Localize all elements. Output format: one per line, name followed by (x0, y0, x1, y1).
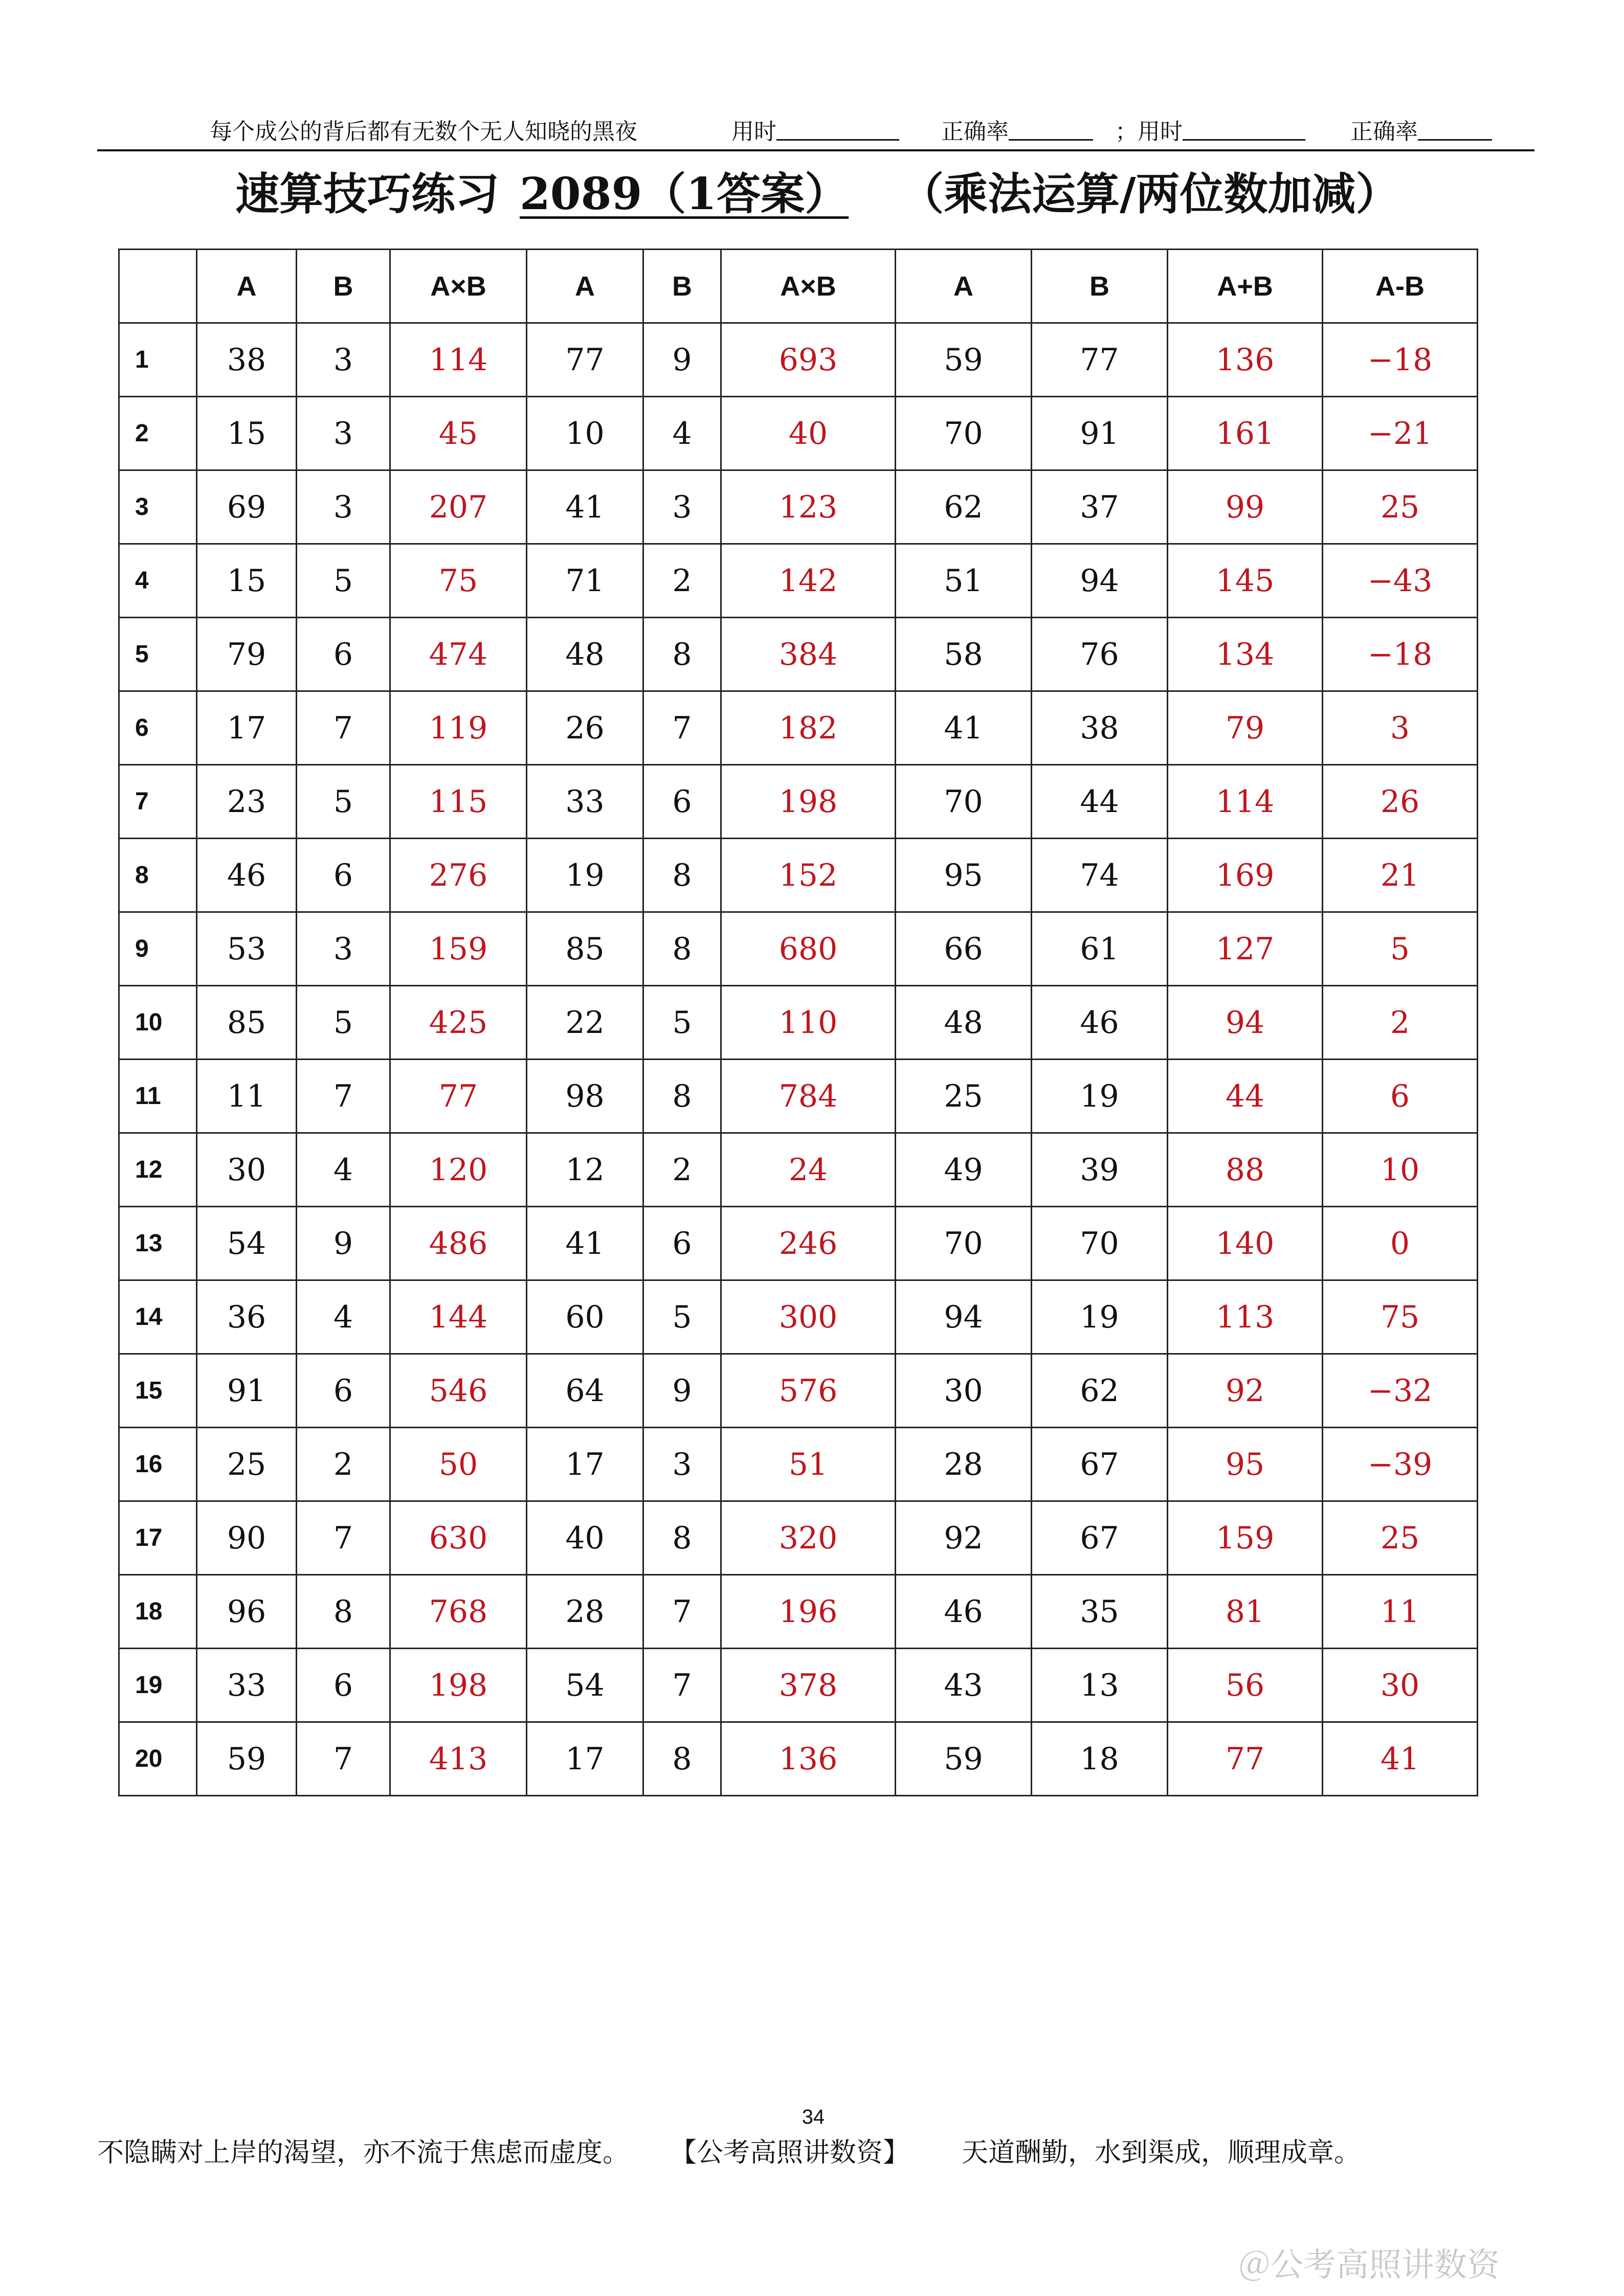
col-header-b1: B (297, 250, 390, 323)
cell-a2: 41 (527, 1207, 643, 1280)
row-index: 6 (119, 691, 197, 765)
cell-b3: 39 (1032, 1133, 1168, 1207)
cell-a3: 46 (896, 1575, 1032, 1649)
cell-b2: 2 (643, 1133, 721, 1207)
table-row (119, 323, 1478, 397)
cell-a2: 48 (527, 618, 643, 691)
cell-a3: 95 (896, 839, 1032, 912)
row-index: 4 (119, 544, 197, 618)
cell-sum: 81 (1168, 1575, 1323, 1649)
answer-table (118, 249, 1478, 1796)
cell-b2: 9 (643, 1354, 721, 1428)
cell-product1: 546 (390, 1354, 527, 1428)
table-row (119, 1207, 1478, 1280)
cell-b1: 6 (297, 618, 390, 691)
cell-a1: 96 (197, 1575, 297, 1649)
cell-b3: 37 (1032, 470, 1168, 544)
cell-b1: 8 (297, 1575, 390, 1649)
cell-a3: 59 (896, 323, 1032, 397)
cell-a1: 33 (197, 1649, 297, 1722)
cell-a1: 23 (197, 765, 297, 839)
row-index: 5 (119, 618, 197, 691)
cell-b1: 3 (297, 397, 390, 470)
cell-b3: 76 (1032, 618, 1168, 691)
cell-b2: 4 (643, 397, 721, 470)
cell-a3: 43 (896, 1649, 1032, 1722)
col-header-a1: A (197, 250, 297, 323)
cell-a1: 79 (197, 618, 297, 691)
cell-diff: 3 (1323, 691, 1478, 765)
cell-a1: 15 (197, 544, 297, 618)
header-divider (97, 149, 1534, 151)
header-separator: ； (1115, 119, 1138, 145)
time-blank-1[interactable] (776, 117, 899, 141)
cell-b1: 3 (297, 912, 390, 986)
cell-product1: 159 (390, 912, 527, 986)
cell-a3: 70 (896, 397, 1032, 470)
cell-sum: 161 (1168, 397, 1323, 470)
cell-b1: 2 (297, 1428, 390, 1501)
cell-a2: 12 (527, 1133, 643, 1207)
table-row (119, 470, 1478, 544)
time-field-2 (1115, 117, 1183, 147)
cell-product1: 75 (390, 544, 527, 618)
cell-b2: 5 (643, 986, 721, 1060)
cell-diff: 11 (1323, 1575, 1478, 1649)
row-index: 20 (119, 1722, 197, 1796)
cell-a3: 70 (896, 765, 1032, 839)
cell-a2: 26 (527, 691, 643, 765)
cell-b3: 77 (1032, 323, 1168, 397)
row-index: 16 (119, 1428, 197, 1501)
table-row (119, 1575, 1478, 1649)
cell-product2: 320 (721, 1501, 896, 1575)
cell-b1: 7 (297, 1501, 390, 1575)
col-header-b2: B (643, 250, 721, 323)
cell-a3: 30 (896, 1354, 1032, 1428)
col-header-index (119, 250, 197, 323)
cell-b1: 3 (297, 323, 390, 397)
footer-right-slogan: 天道酬勤，水到渠成，顺理成章。 (962, 2137, 1361, 2168)
col-header-product1: A×B (390, 250, 527, 323)
table-row (119, 1501, 1478, 1575)
footer-brand: 【公考高照讲数资】 (670, 2137, 910, 2168)
cell-b2: 3 (643, 470, 721, 544)
title-code: 2089（1答案） (519, 168, 849, 220)
cell-b3: 44 (1032, 765, 1168, 839)
cell-diff: 21 (1323, 839, 1478, 912)
cell-sum: 88 (1168, 1133, 1323, 1207)
cell-product1: 474 (390, 618, 527, 691)
cell-a1: 30 (197, 1133, 297, 1207)
table-row (119, 1133, 1478, 1207)
cell-diff: 6 (1323, 1060, 1478, 1133)
header (97, 117, 1545, 147)
cell-product1: 630 (390, 1501, 527, 1575)
page-number: 34 (802, 2106, 825, 2128)
cell-product1: 115 (390, 765, 527, 839)
cell-a2: 19 (527, 839, 643, 912)
cell-b3: 35 (1032, 1575, 1168, 1649)
cell-diff: 26 (1323, 765, 1478, 839)
cell-b3: 18 (1032, 1722, 1168, 1796)
table-row (119, 839, 1478, 912)
cell-a2: 10 (527, 397, 643, 470)
cell-b1: 5 (297, 986, 390, 1060)
table-row (119, 1428, 1478, 1501)
cell-product1: 77 (390, 1060, 527, 1133)
cell-b3: 67 (1032, 1501, 1168, 1575)
row-index: 12 (119, 1133, 197, 1207)
cell-product1: 768 (390, 1575, 527, 1649)
table-row (119, 1060, 1478, 1133)
cell-sum: 145 (1168, 544, 1323, 618)
title-subtitle: （乘法运算/两位数加减） (900, 168, 1400, 220)
table-row (119, 986, 1478, 1060)
footer (97, 2135, 1529, 2171)
cell-product1: 425 (390, 986, 527, 1060)
cell-product2: 693 (721, 323, 896, 397)
cell-b1: 9 (297, 1207, 390, 1280)
watermark: ＠公考高照讲数资 (1238, 2246, 1500, 2284)
cell-diff: 25 (1323, 470, 1478, 544)
table-row (119, 618, 1478, 691)
cell-a3: 48 (896, 986, 1032, 1060)
cell-product2: 300 (721, 1280, 896, 1354)
cell-product2: 123 (721, 470, 896, 544)
cell-a1: 36 (197, 1280, 297, 1354)
cell-a3: 25 (896, 1060, 1032, 1133)
cell-b2: 8 (643, 618, 721, 691)
cell-b3: 19 (1032, 1060, 1168, 1133)
cell-b3: 67 (1032, 1428, 1168, 1501)
cell-b1: 7 (297, 691, 390, 765)
row-index: 17 (119, 1501, 197, 1575)
accuracy-label-2: 正确率 (1350, 119, 1418, 145)
cell-a1: 53 (197, 912, 297, 986)
row-index: 13 (119, 1207, 197, 1280)
cell-product2: 680 (721, 912, 896, 986)
row-index: 7 (119, 765, 197, 839)
cell-b2: 8 (643, 839, 721, 912)
cell-product2: 196 (721, 1575, 896, 1649)
time-blank-2[interactable] (1183, 117, 1305, 141)
cell-b3: 38 (1032, 691, 1168, 765)
row-index: 11 (119, 1060, 197, 1133)
row-index: 9 (119, 912, 197, 986)
cell-b3: 74 (1032, 839, 1168, 912)
cell-product1: 119 (390, 691, 527, 765)
cell-diff: −18 (1323, 323, 1478, 397)
header-motto: 每个成公的背后都有无数个无人知晓的黑夜 (210, 119, 637, 145)
cell-a1: 54 (197, 1207, 297, 1280)
cell-a1: 59 (197, 1722, 297, 1796)
cell-b1: 4 (297, 1133, 390, 1207)
cell-product1: 413 (390, 1722, 527, 1796)
cell-b2: 7 (643, 1649, 721, 1722)
table-row (119, 1354, 1478, 1428)
cell-product2: 136 (721, 1722, 896, 1796)
table-header-row (119, 250, 1478, 323)
cell-product1: 486 (390, 1207, 527, 1280)
table-row (119, 1280, 1478, 1354)
cell-b2: 3 (643, 1428, 721, 1501)
cell-a2: 17 (527, 1722, 643, 1796)
cell-diff: −21 (1323, 397, 1478, 470)
table-row (119, 691, 1478, 765)
cell-a1: 91 (197, 1354, 297, 1428)
cell-sum: 159 (1168, 1501, 1323, 1575)
cell-product2: 384 (721, 618, 896, 691)
cell-product2: 246 (721, 1207, 896, 1280)
cell-sum: 56 (1168, 1649, 1323, 1722)
accuracy-label-1: 正确率 (941, 119, 1009, 145)
cell-a3: 28 (896, 1428, 1032, 1501)
cell-a2: 54 (527, 1649, 643, 1722)
row-index: 19 (119, 1649, 197, 1722)
cell-product2: 378 (721, 1649, 896, 1722)
cell-a3: 58 (896, 618, 1032, 691)
cell-product2: 51 (721, 1428, 896, 1501)
accuracy-field-2 (1350, 117, 1418, 147)
cell-b2: 5 (643, 1280, 721, 1354)
cell-product2: 110 (721, 986, 896, 1060)
cell-b3: 62 (1032, 1354, 1168, 1428)
cell-a3: 59 (896, 1722, 1032, 1796)
table-row (119, 765, 1478, 839)
col-header-product2: A×B (721, 250, 896, 323)
cell-b2: 2 (643, 544, 721, 618)
cell-product2: 152 (721, 839, 896, 912)
cell-product2: 182 (721, 691, 896, 765)
cell-b2: 6 (643, 765, 721, 839)
cell-product2: 40 (721, 397, 896, 470)
cell-a2: 98 (527, 1060, 643, 1133)
col-header-diff: A-B (1323, 250, 1478, 323)
cell-a3: 66 (896, 912, 1032, 986)
cell-sum: 140 (1168, 1207, 1323, 1280)
cell-b2: 6 (643, 1207, 721, 1280)
cell-sum: 136 (1168, 323, 1323, 397)
cell-b1: 7 (297, 1060, 390, 1133)
cell-b2: 9 (643, 323, 721, 397)
cell-sum: 79 (1168, 691, 1323, 765)
row-index: 14 (119, 1280, 197, 1354)
cell-b2: 8 (643, 1722, 721, 1796)
cell-diff: −39 (1323, 1428, 1478, 1501)
cell-product2: 198 (721, 765, 896, 839)
cell-b1: 5 (297, 765, 390, 839)
cell-b3: 46 (1032, 986, 1168, 1060)
cell-diff: −18 (1323, 618, 1478, 691)
cell-product2: 142 (721, 544, 896, 618)
cell-sum: 127 (1168, 912, 1323, 986)
cell-a1: 15 (197, 397, 297, 470)
cell-b1: 5 (297, 544, 390, 618)
cell-a3: 51 (896, 544, 1032, 618)
table-row (119, 544, 1478, 618)
table-row (119, 1649, 1478, 1722)
cell-sum: 99 (1168, 470, 1323, 544)
time-field-1 (731, 117, 776, 147)
cell-diff: −43 (1323, 544, 1478, 618)
cell-b1: 7 (297, 1722, 390, 1796)
cell-a3: 62 (896, 470, 1032, 544)
page-title (235, 166, 1400, 222)
cell-a2: 17 (527, 1428, 643, 1501)
row-index: 1 (119, 323, 197, 397)
cell-diff: 0 (1323, 1207, 1478, 1280)
cell-a1: 85 (197, 986, 297, 1060)
cell-a3: 41 (896, 691, 1032, 765)
cell-product2: 576 (721, 1354, 896, 1428)
row-index: 2 (119, 397, 197, 470)
cell-product1: 45 (390, 397, 527, 470)
row-index: 3 (119, 470, 197, 544)
cell-b2: 7 (643, 1575, 721, 1649)
cell-sum: 92 (1168, 1354, 1323, 1428)
cell-b3: 13 (1032, 1649, 1168, 1722)
cell-b1: 6 (297, 1649, 390, 1722)
cell-diff: 30 (1323, 1649, 1478, 1722)
cell-a2: 64 (527, 1354, 643, 1428)
accuracy-field-1 (941, 117, 1009, 147)
cell-b3: 61 (1032, 912, 1168, 986)
cell-sum: 113 (1168, 1280, 1323, 1354)
cell-product2: 784 (721, 1060, 896, 1133)
table-body (119, 323, 1478, 1796)
col-header-a3: A (896, 250, 1032, 323)
col-header-sum: A+B (1168, 250, 1323, 323)
cell-product1: 276 (390, 839, 527, 912)
cell-a2: 77 (527, 323, 643, 397)
cell-a1: 69 (197, 470, 297, 544)
cell-a2: 41 (527, 470, 643, 544)
cell-b1: 6 (297, 1354, 390, 1428)
cell-diff: −32 (1323, 1354, 1478, 1428)
cell-a2: 71 (527, 544, 643, 618)
col-header-b3: B (1032, 250, 1168, 323)
cell-sum: 134 (1168, 618, 1323, 691)
cell-a1: 46 (197, 839, 297, 912)
row-index: 10 (119, 986, 197, 1060)
cell-diff: 41 (1323, 1722, 1478, 1796)
cell-product1: 120 (390, 1133, 527, 1207)
col-header-a2: A (527, 250, 643, 323)
cell-diff: 25 (1323, 1501, 1478, 1575)
cell-sum: 77 (1168, 1722, 1323, 1796)
cell-a2: 22 (527, 986, 643, 1060)
cell-b2: 8 (643, 1060, 721, 1133)
cell-product1: 114 (390, 323, 527, 397)
row-index: 15 (119, 1354, 197, 1428)
cell-a2: 33 (527, 765, 643, 839)
table-row (119, 1722, 1478, 1796)
cell-sum: 94 (1168, 986, 1323, 1060)
cell-a1: 38 (197, 323, 297, 397)
time-label-2: 用时 (1138, 119, 1183, 145)
accuracy-blank-2[interactable] (1418, 117, 1492, 141)
cell-product1: 207 (390, 470, 527, 544)
cell-b3: 19 (1032, 1280, 1168, 1354)
cell-a3: 49 (896, 1133, 1032, 1207)
cell-product2: 24 (721, 1133, 896, 1207)
cell-b1: 3 (297, 470, 390, 544)
table-row (119, 912, 1478, 986)
cell-diff: 75 (1323, 1280, 1478, 1354)
cell-b1: 6 (297, 839, 390, 912)
cell-a1: 17 (197, 691, 297, 765)
cell-sum: 114 (1168, 765, 1323, 839)
cell-a2: 60 (527, 1280, 643, 1354)
cell-a1: 90 (197, 1501, 297, 1575)
cell-b2: 7 (643, 691, 721, 765)
cell-sum: 169 (1168, 839, 1323, 912)
cell-a2: 40 (527, 1501, 643, 1575)
title-main: 速算技巧练习 (235, 168, 499, 220)
cell-b2: 8 (643, 1501, 721, 1575)
cell-diff: 5 (1323, 912, 1478, 986)
accuracy-blank-1[interactable] (1009, 117, 1093, 141)
cell-sum: 44 (1168, 1060, 1323, 1133)
cell-a1: 11 (197, 1060, 297, 1133)
cell-diff: 10 (1323, 1133, 1478, 1207)
cell-b1: 4 (297, 1280, 390, 1354)
footer-left-slogan: 不隐瞒对上岸的渴望，亦不流于焦虑而虚度。 (97, 2137, 630, 2168)
cell-b3: 94 (1032, 544, 1168, 618)
cell-b3: 91 (1032, 397, 1168, 470)
cell-product1: 144 (390, 1280, 527, 1354)
cell-a3: 70 (896, 1207, 1032, 1280)
row-index: 8 (119, 839, 197, 912)
cell-a2: 28 (527, 1575, 643, 1649)
cell-sum: 95 (1168, 1428, 1323, 1501)
cell-b3: 70 (1032, 1207, 1168, 1280)
cell-product1: 50 (390, 1428, 527, 1501)
time-label-1: 用时 (731, 119, 776, 145)
cell-product1: 198 (390, 1649, 527, 1722)
cell-a1: 25 (197, 1428, 297, 1501)
cell-a2: 85 (527, 912, 643, 986)
table-row (119, 397, 1478, 470)
cell-diff: 2 (1323, 986, 1478, 1060)
cell-a3: 92 (896, 1501, 1032, 1575)
row-index: 18 (119, 1575, 197, 1649)
cell-a3: 94 (896, 1280, 1032, 1354)
cell-b2: 8 (643, 912, 721, 986)
